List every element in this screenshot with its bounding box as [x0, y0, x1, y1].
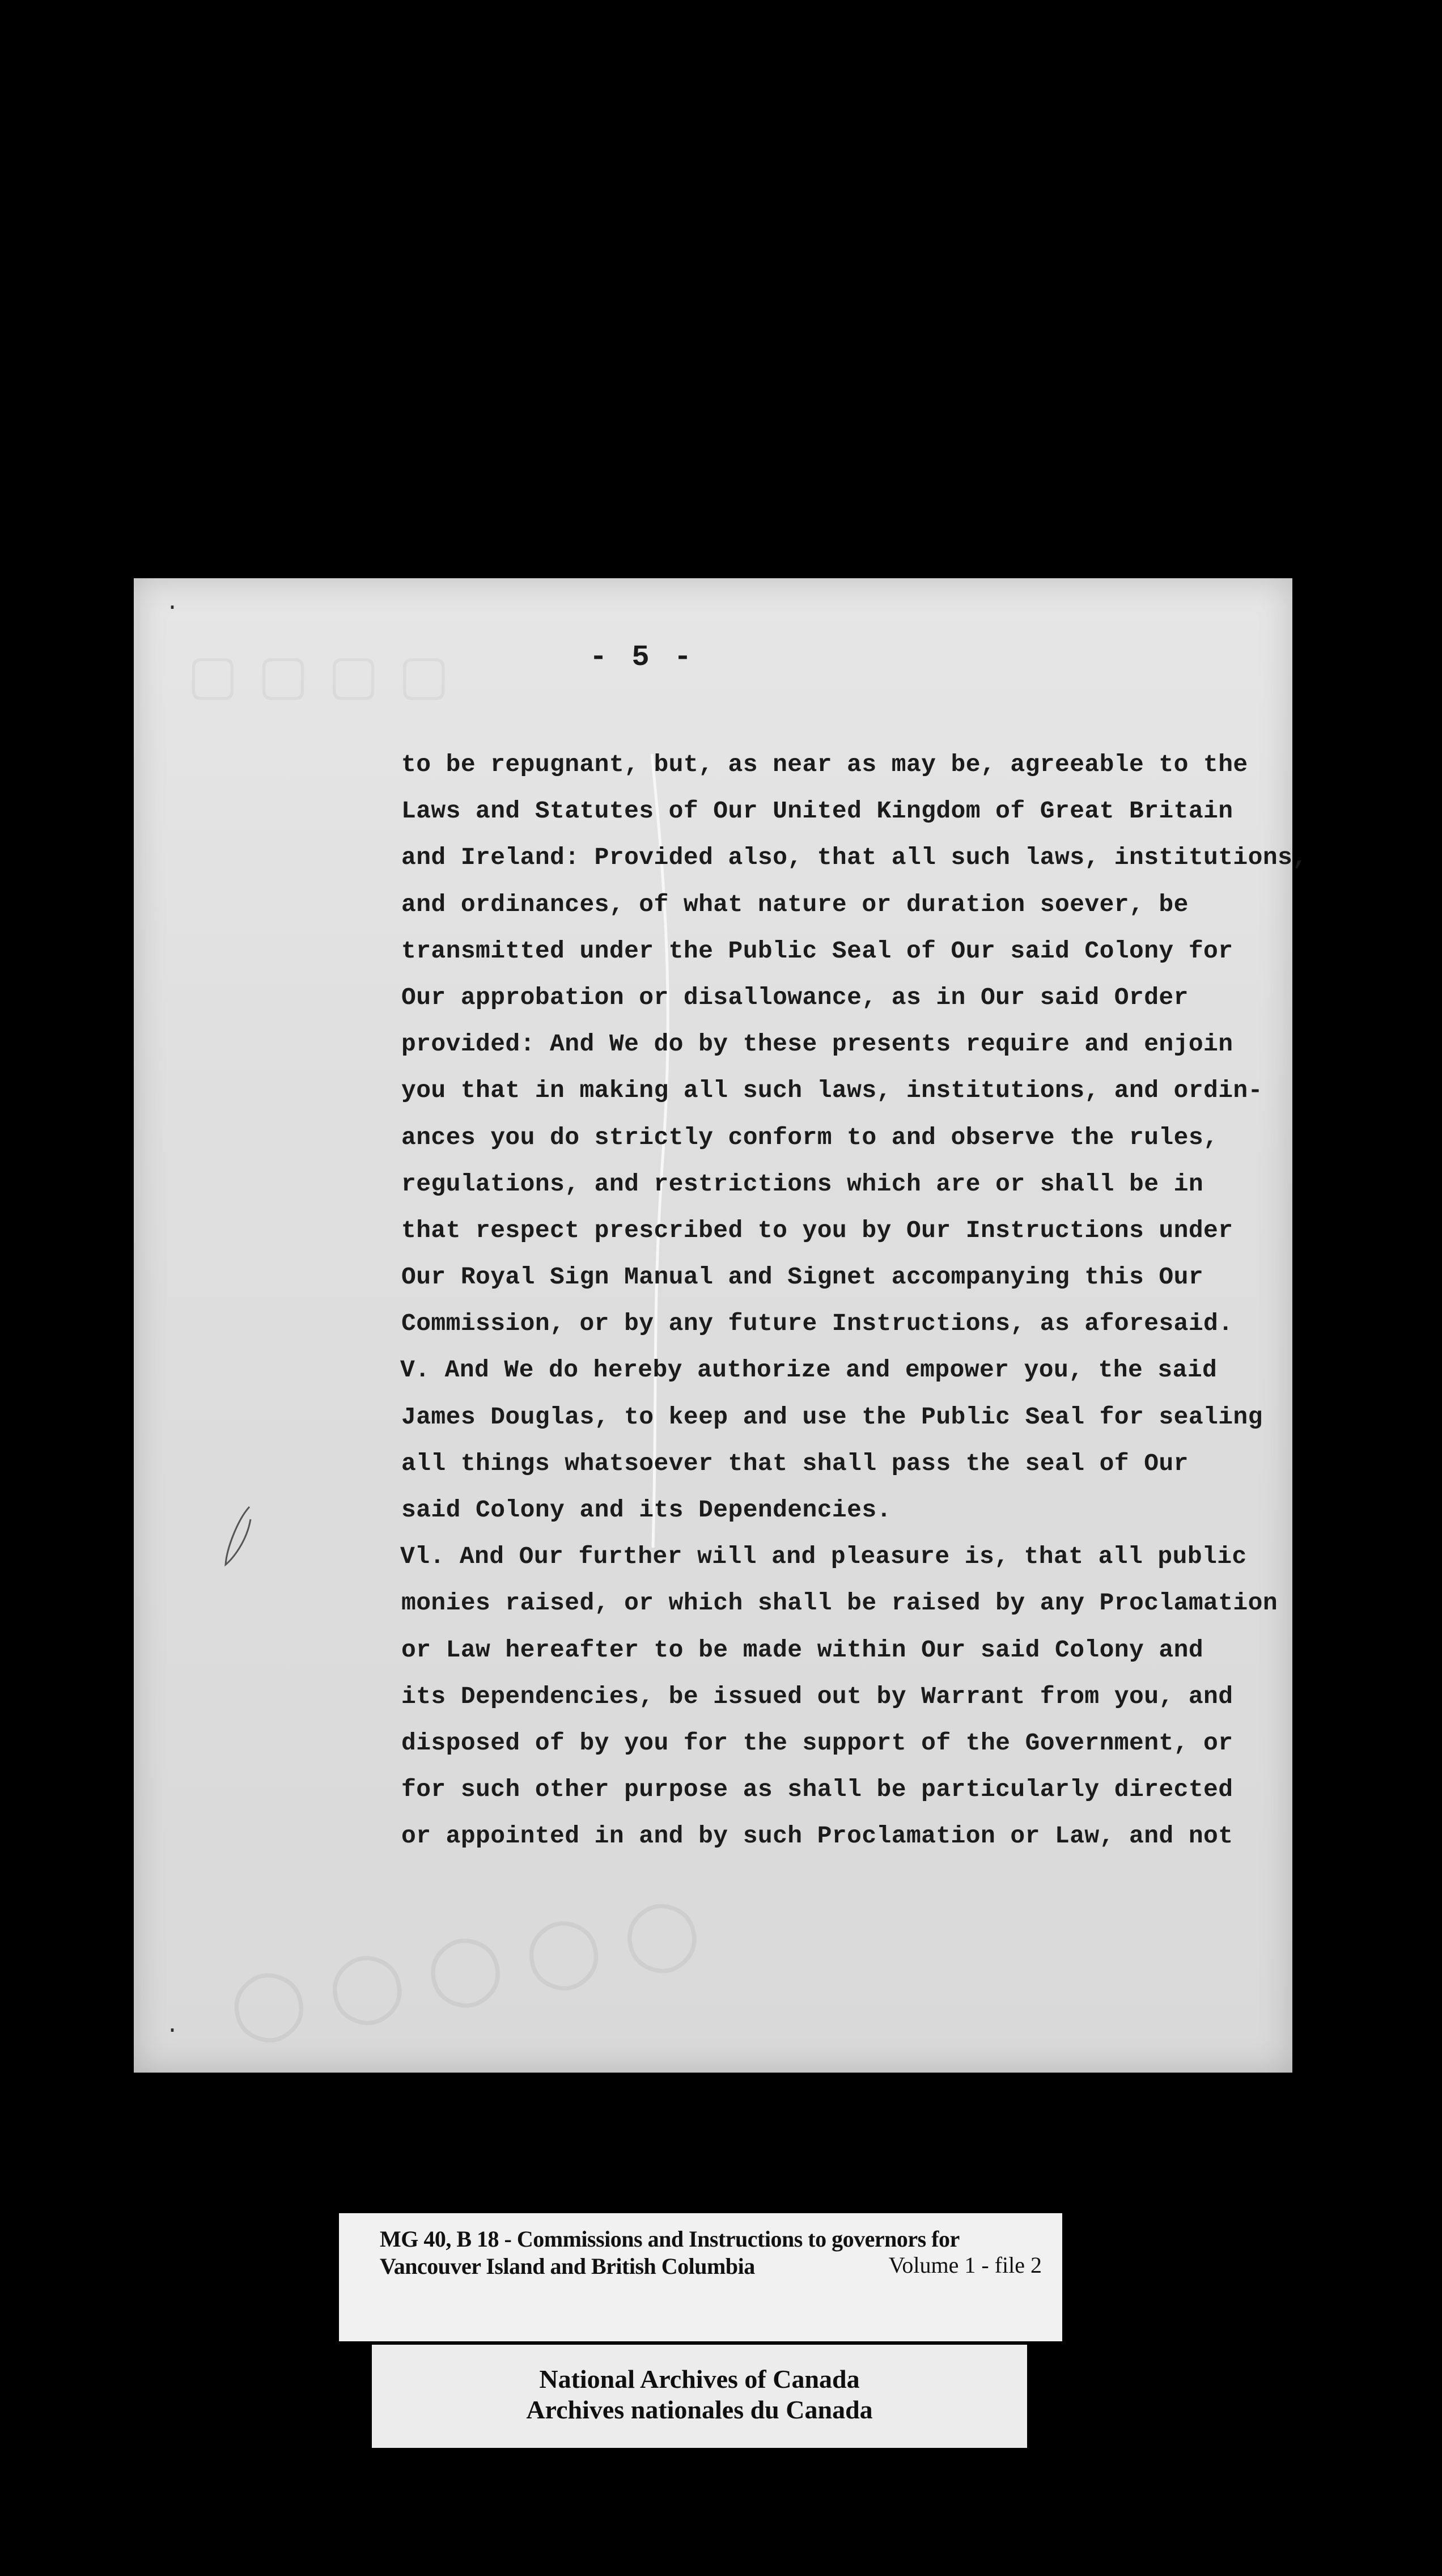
- archive-reference-line2: Vancouver Island and British Columbia: [380, 2253, 755, 2279]
- text-line: you that in making all such laws, institutions, and ordin-: [401, 1077, 1263, 1105]
- text-line: Our Royal Sign Manual and Signet accompanying this Our: [401, 1263, 1204, 1291]
- text-line: James Douglas, to keep and use the Public Seal for sealing: [401, 1403, 1263, 1431]
- institution-label: [372, 2345, 1027, 2448]
- archive-volume: Volume 1 - file 2: [888, 2252, 1042, 2278]
- text-line: Laws and Statutes of Our United Kingdom of Great Britain: [401, 797, 1233, 825]
- text-line: disposed of by you for the support of the Government, or: [401, 1728, 1233, 1757]
- text-line: all things whatsoever that shall pass the seal of Our: [401, 1449, 1189, 1477]
- paper-watermark-bottom: ◯ ◯ ◯ ◯ ◯: [223, 1887, 706, 2048]
- text-line-section-v: V. And We do hereby authorize and empower you, the said: [400, 1356, 1218, 1384]
- document-body: [400, 742, 1308, 1860]
- margin-dot: ·: [166, 595, 180, 621]
- text-line: provided: And We do by these presents require and enjoin: [401, 1030, 1233, 1058]
- margin-dot: ·: [166, 2018, 180, 2044]
- text-line: its Dependencies, be issued out by Warrant from you, and: [401, 1682, 1233, 1710]
- institution-name-en: National Archives of Canada: [539, 2365, 860, 2393]
- text-line: or Law hereafter to be made within Our said Colony and: [401, 1636, 1204, 1664]
- text-line: and Ireland: Provided also, that all such laws, institutions,: [401, 844, 1308, 872]
- text-line: to be repugnant, but, as near as may be, agreeable to the: [401, 751, 1248, 778]
- archive-reference-label: [339, 2213, 1062, 2341]
- text-line: said Colony and its Dependencies.: [401, 1496, 892, 1524]
- text-line: that respect prescribed to you by Our Instructions under: [401, 1216, 1233, 1244]
- text-line: Commission, or by any future Instructions, as aforesaid.: [401, 1310, 1233, 1338]
- text-line: transmitted under the Public Seal of Our said Colony for: [401, 937, 1233, 965]
- institution-name-fr: Archives nationales du Canada: [526, 2395, 873, 2424]
- text-line-section-vi: Vl. And Our further will and pleasure is, that all public: [400, 1543, 1247, 1571]
- text-line: regulations, and restrictions which are or shall be in: [401, 1170, 1204, 1198]
- text-line: and ordinances, of what nature or duration soever, be: [401, 890, 1189, 918]
- text-line: or appointed in and by such Proclamation or Law, and not: [401, 1822, 1233, 1850]
- text-line: for such other purpose as shall be particularly directed: [401, 1776, 1233, 1804]
- page-number: - 5 -: [589, 641, 695, 674]
- paper-watermark-top: ▢ ▢ ▢ ▢: [187, 652, 450, 716]
- text-line: Our approbation or disallowance, as in Our said Order: [401, 983, 1189, 1011]
- pencil-mark-icon: [215, 1502, 261, 1576]
- text-line: ances you do strictly conform to and observe the rules,: [401, 1123, 1219, 1151]
- archive-reference-line1: MG 40, B 18 - Commissions and Instructions to governors for: [380, 2226, 960, 2252]
- text-line: monies raised, or which shall be raised by any Proclamation: [401, 1589, 1278, 1617]
